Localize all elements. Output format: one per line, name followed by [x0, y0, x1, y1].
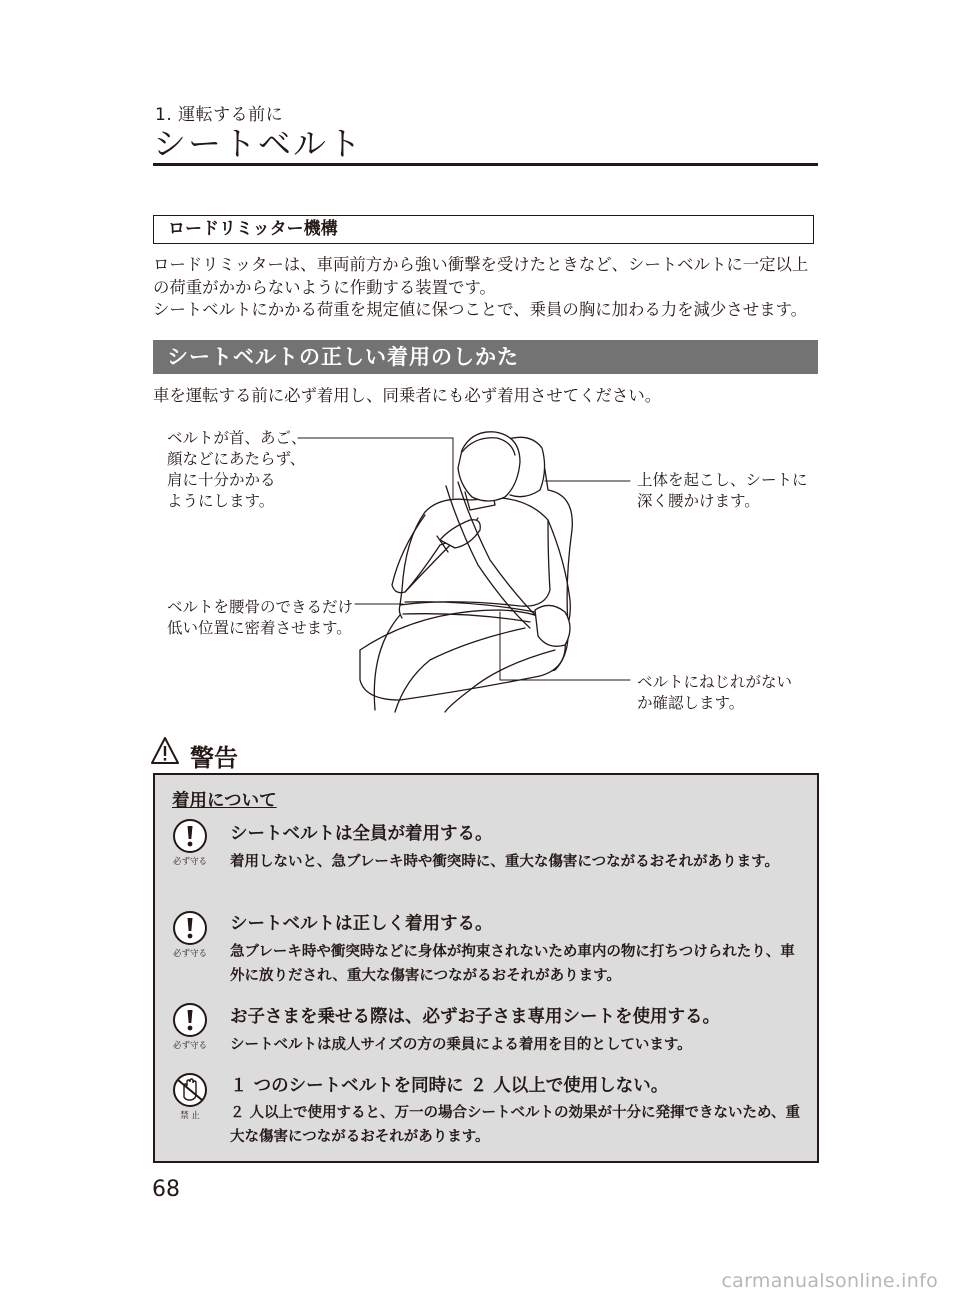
callout-line: 顔などにあたらず、 — [167, 450, 306, 468]
exclamation-circle-icon — [170, 818, 210, 854]
callout-line: ベルトが首、あご、 — [167, 429, 307, 447]
correct-use-intro: 車を運転する前に必ず着用し、同乗者にも必ず着用させてください。 — [153, 386, 662, 405]
title-divider — [153, 163, 818, 166]
callout-hip — [167, 597, 353, 639]
prohibited-hand-icon — [170, 1072, 210, 1108]
exclamation-circle-icon — [170, 910, 210, 946]
must-do-icon-3 — [170, 1002, 210, 1051]
watermark: carmanualsonline.info — [721, 1270, 938, 1292]
warning-item-heading: シートベルトは全員が着用する。 — [230, 824, 493, 844]
chapter-label: 1. 運転する前に — [155, 105, 284, 125]
warning-item-heading: お子さまを乗せる際は、必ずお子さま専用シートを使用する。 — [230, 1007, 720, 1027]
load-limiter-line: ロードリミッターは、車両前方から強い衝撃を受けたときなど、シートベルトに一定以上 — [153, 255, 809, 274]
load-limiter-line: シートベルトにかかる荷重を規定値に保つことで、乗員の胸に加わる力を減少させます。 — [153, 300, 807, 319]
callout-line: 低い位置に密着させます。 — [167, 619, 352, 637]
callout-line: か確認します。 — [637, 694, 745, 712]
warning-item-heading: １ つのシートベルトを同時に ２ 人以上で使用しない。 — [230, 1076, 669, 1096]
prohibited-icon — [170, 1072, 210, 1121]
warning-triangle-icon — [150, 736, 180, 766]
icon-caption: 必ず守る — [172, 857, 207, 867]
icon-caption: 必ず守る — [172, 949, 207, 959]
callout-posture — [637, 470, 808, 512]
exclamation-circle-icon — [170, 1002, 210, 1038]
callout-line: ベルトを腰骨のできるだけ — [167, 598, 354, 616]
warning-item-body: ２ 人以上で使用すると、万一の場合シートベルトの効果が十分に発揮できないため、重大な傷害につながるおそれがあります。 — [230, 1105, 800, 1145]
warning-item-heading: シートベルトは正しく着用する。 — [230, 914, 493, 934]
callout-twist — [637, 672, 792, 714]
icon-caption: 禁 止 — [180, 1111, 200, 1121]
callout-line: 上体を起こし、シートに — [637, 471, 808, 489]
warning-item-body: 急ブレーキ時や衝突時などに身体が拘束されないため車内の物に打ちつけられたり、車外に放りだされ、重大な傷害につながるおそれがあります。 — [230, 944, 795, 984]
callout-line: ベルトにねじれがない — [637, 673, 793, 691]
page-number: 68 — [152, 1177, 180, 1202]
callout-line: 肩に十分かかる — [167, 471, 276, 489]
page-title: シートベルト — [153, 124, 363, 163]
load-limiter-line: の荷重がかからないように作動する装置です。 — [153, 277, 496, 297]
warning-title: 警告 — [190, 744, 238, 772]
warning-item-body: 着用しないと、急ブレーキ時や衝突時に、重大な傷害につながるおそれがあります。 — [230, 854, 779, 870]
load-limiter-text — [153, 254, 823, 322]
callout-line: ようにします。 — [167, 492, 275, 510]
icon-caption: 必ず守る — [172, 1041, 207, 1051]
warning-subtitle: 着用について — [172, 791, 277, 811]
correct-use-heading: シートベルトの正しい着用のしかた — [153, 340, 818, 374]
must-do-icon-2 — [170, 910, 210, 959]
callout-shoulder — [167, 428, 307, 512]
must-do-icon-1 — [170, 818, 210, 867]
load-limiter-heading: ロードリミッター機構 — [153, 215, 814, 244]
warning-item-body: シートベルトは成人サイズの方の乗員による着用を目的としています。 — [230, 1037, 692, 1053]
callout-line: 深く腰かけます。 — [637, 492, 760, 510]
